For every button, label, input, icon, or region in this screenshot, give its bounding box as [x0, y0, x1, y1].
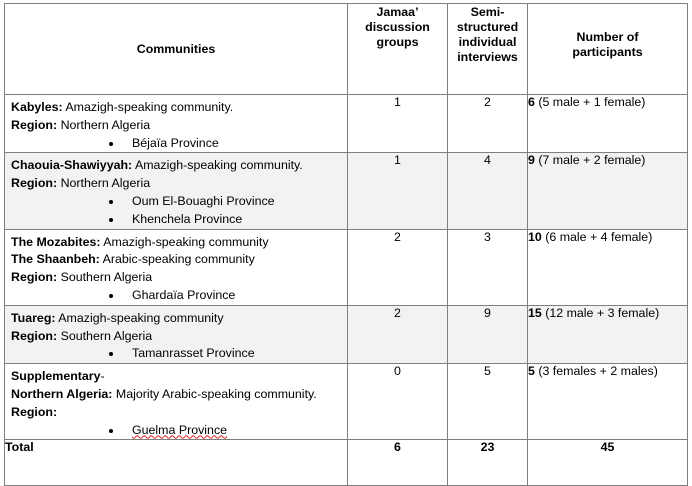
total-interviews: 23 [448, 440, 528, 486]
header-communities [5, 4, 348, 95]
table-row [5, 305, 688, 363]
community-cell [5, 364, 348, 440]
header-jamaa-line2: discussion [365, 20, 430, 34]
jamaa-cell: 2 [348, 305, 448, 363]
community-cell [5, 229, 348, 305]
jamaa-cell: 1 [348, 153, 448, 229]
header-jamaa-line1: Jamaa’ [376, 5, 419, 19]
community-line: Kabyles: Amazigh-speaking community. [11, 100, 234, 114]
province-list-item: Béjaïa Province [11, 135, 341, 153]
bullet-icon [109, 429, 113, 433]
table-row [5, 95, 688, 153]
table-row [5, 229, 688, 305]
header-participants [528, 4, 688, 95]
community-line: Tuareg: Amazigh-speaking community [11, 310, 224, 325]
table-row [5, 364, 688, 440]
region-line: Region: Southern Algeria [11, 270, 153, 285]
region-line: Region: Northern Algeria [11, 176, 151, 191]
community-line: The Mozabites: Amazigh-speaking community [11, 234, 269, 249]
participants-cell: 15 (12 male + 3 female) [528, 305, 688, 363]
header-participants-line1: Number of [576, 30, 639, 44]
community-line: Chaouia-Shawiyyah: Amazigh-speaking community. [11, 158, 303, 173]
header-semi-line2: structured [456, 20, 519, 34]
community-line: The Shaanbeh: Arabic-speaking community [11, 252, 255, 267]
header-participants-line2: participants [572, 45, 643, 59]
interviews-cell: 9 [448, 305, 528, 363]
region-line: Region: [11, 404, 58, 419]
community-cell [5, 153, 348, 229]
total-row [5, 440, 688, 486]
province-list-item: Ghardaïa Province [11, 287, 341, 305]
community-line: Northern Algeria: Majority Arabic-speaking community. [11, 386, 317, 401]
table-row [5, 153, 688, 229]
participants-table [4, 3, 688, 486]
header-communities-text: Communities [136, 41, 216, 56]
interviews-cell: 3 [448, 229, 528, 305]
participants-cell: 5 (3 females + 2 males) [528, 364, 688, 440]
jamaa-cell: 2 [348, 229, 448, 305]
participants-cell: 6 (5 male + 1 female) [528, 95, 688, 153]
bullet-icon [109, 218, 113, 222]
community-cell [5, 95, 348, 153]
interviews-cell: 2 [448, 95, 528, 153]
interviews-cell: 5 [448, 364, 528, 440]
interviews-cell: 4 [448, 153, 528, 229]
jamaa-cell: 0 [348, 364, 448, 440]
header-jamaa [348, 4, 448, 95]
bullet-icon [109, 142, 113, 146]
header-interviews [448, 4, 528, 95]
province-list-item: Tamanrasset Province [11, 345, 341, 363]
total-participants: 45 [528, 440, 688, 486]
total-jamaa: 6 [348, 440, 448, 486]
province-list-item: Guelma Province [11, 422, 341, 440]
community-cell [5, 305, 348, 363]
header-semi-line1: Semi- [470, 5, 505, 19]
participants-cell: 9 (7 male + 2 female) [528, 153, 688, 229]
jamaa-cell: 1 [348, 95, 448, 153]
header-semi-line3: individual [458, 35, 517, 49]
header-row [5, 4, 688, 95]
province-list-item: Oum El-Bouaghi Province [11, 193, 341, 211]
header-jamaa-line3: groups [376, 35, 419, 49]
community-line: Supplementary- [11, 369, 105, 384]
total-label: Total [5, 440, 348, 486]
bullet-icon [109, 200, 113, 204]
header-semi-line4: interviews [457, 50, 518, 64]
bullet-icon [109, 294, 113, 298]
participants-cell: 10 (6 male + 4 female) [528, 229, 688, 305]
province-list-item: Khenchela Province [11, 211, 341, 229]
region-line: Region: Northern Algeria [11, 117, 151, 132]
region-line: Region: Southern Algeria [11, 328, 153, 343]
